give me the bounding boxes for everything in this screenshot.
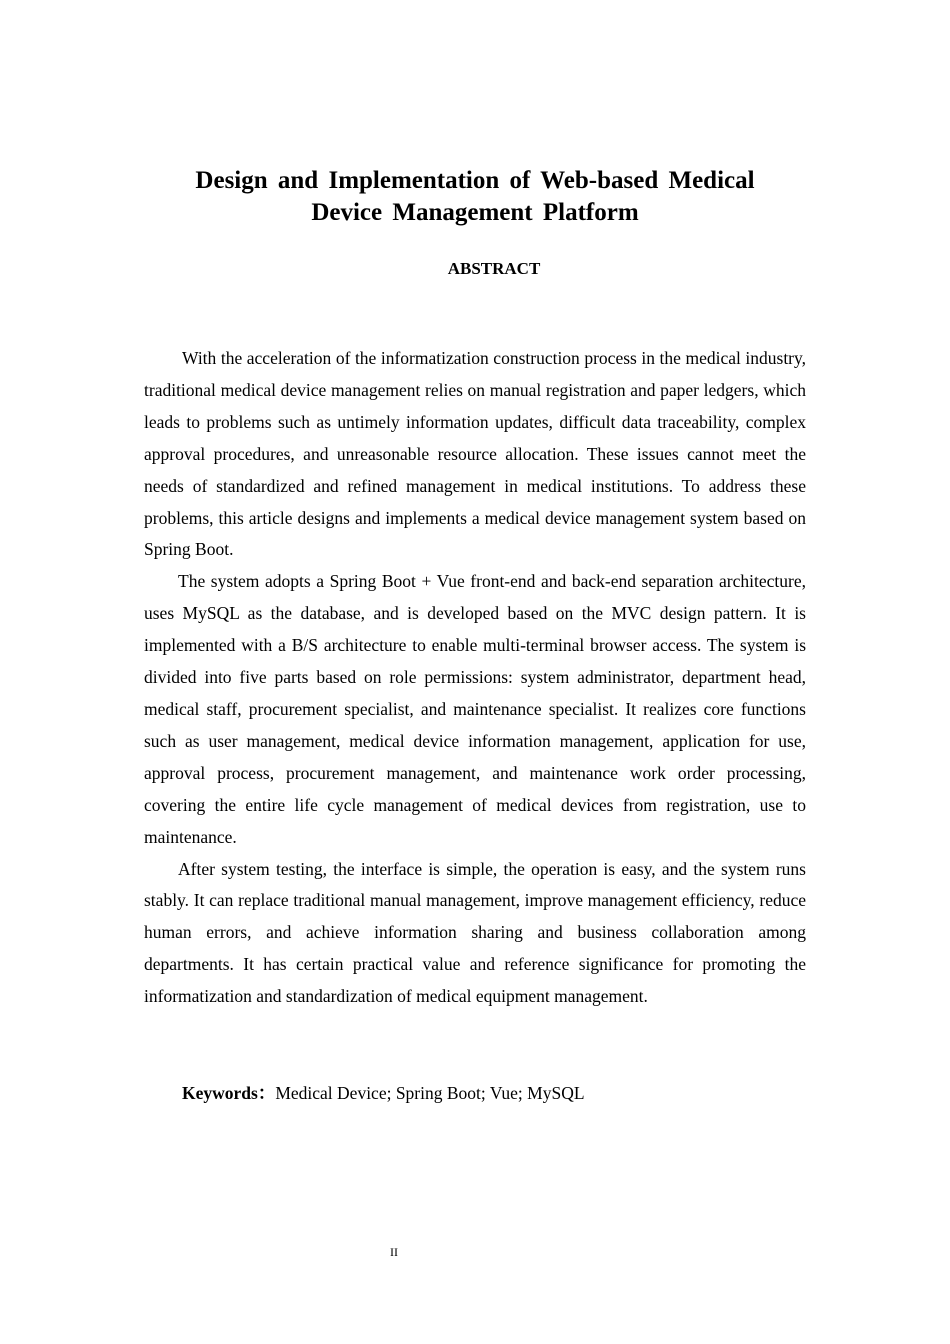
- abstract-heading: ABSTRACT: [447, 259, 541, 278]
- document-title: [160, 165, 790, 229]
- abstract-paragraph-3: After system testing, the interface is simple, the operation is easy, and the system runs stably. It can replace traditional manual management, improve management efficiency, reduce human errors, and achieve information sharing and business collaboration among departments. It has certain practical value and reference significance for promoting the informatization and standardization of medical equipment management.: [144, 858, 806, 1007]
- page-number: II: [390, 1245, 398, 1259]
- keywords-label: Keywords：: [182, 1083, 276, 1103]
- title-line-2: Device Management Platform: [311, 199, 639, 226]
- abstract-body: [144, 343, 806, 1013]
- abstract-paragraph-2: The system adopts a Spring Boot + Vue front-end and back-end separation architecture, uses MySQL as the database, and is developed based on the MVC design pattern. It is implemented with a B/S architecture to enable multi-terminal browser access. The system is divided into five parts based on role permissions: system administrator, department head, medical staff, procurement specialist, and maintenance specialist. It realizes core functions such as user management, medical device information management, application for use, approval process, procurement management, and maintenance work order processing, covering the entire life cycle management of medical devices from registration, use to maintenance.: [144, 571, 806, 847]
- abstract-paragraph-1: With the acceleration of the informatization construction process in the medical industry, traditional medical device management relies on manual registration and paper ledgers, which leads to problems such as untimely information updates, difficult data traceability, complex approval procedures, and unreasonable resource allocation. These issues cannot meet the needs of standardized and refined management in medical institutions. To address these problems, this article designs and implements a medical device management system based on Spring Boot.: [144, 348, 806, 560]
- title-line-1: Design and Implementation of Web-based Medical: [195, 167, 755, 194]
- keywords-value: Medical Device; Spring Boot; Vue; MySQL: [275, 1083, 585, 1103]
- keywords-line: [182, 1079, 585, 1107]
